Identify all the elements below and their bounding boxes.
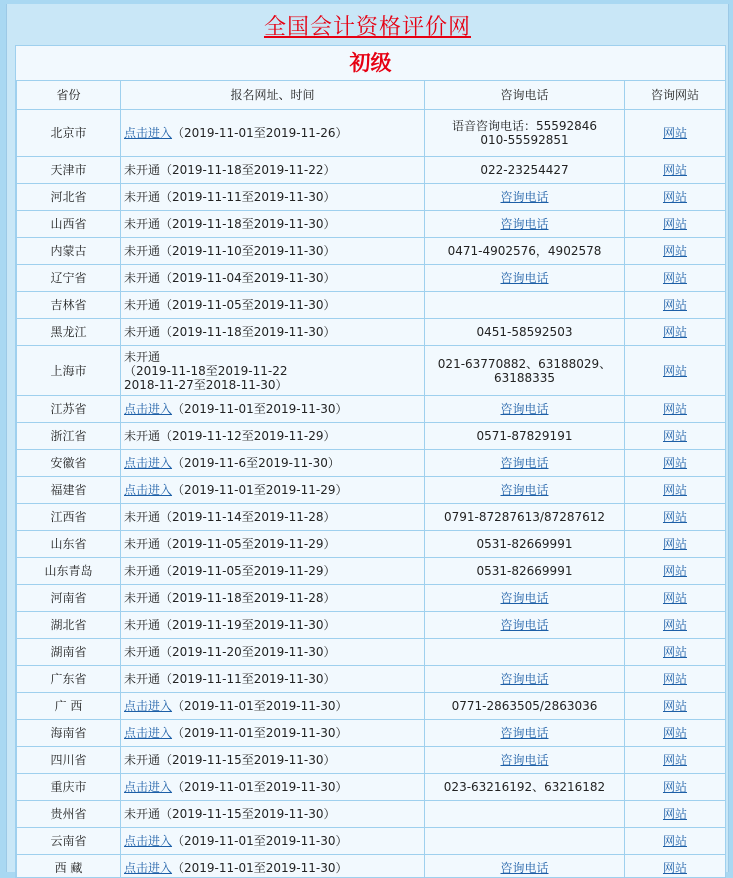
website-cell <box>625 747 726 774</box>
website-cell <box>625 319 726 346</box>
table-row <box>17 747 726 774</box>
registration-period: （2019-11-18至2019-11-30） <box>160 325 335 339</box>
phone-number: 0531-82669991 <box>477 564 573 578</box>
registration-cell <box>121 396 425 423</box>
register-status: 未开通 <box>124 217 160 231</box>
table-row <box>17 666 726 693</box>
website-link[interactable]: 网站 <box>663 364 687 378</box>
table-row <box>17 774 726 801</box>
registration-cell <box>121 292 425 319</box>
province-cell: 内蒙古 <box>17 238 121 265</box>
phone-link[interactable]: 咨询电话 <box>500 483 548 497</box>
website-link[interactable]: 网站 <box>663 325 687 339</box>
province-cell: 河北省 <box>17 184 121 211</box>
registration-cell <box>121 184 425 211</box>
schedule-panel <box>15 45 726 878</box>
phone-cell <box>425 693 625 720</box>
website-link[interactable]: 网站 <box>663 591 687 605</box>
registration-cell <box>121 346 425 396</box>
province-cell: 山东青岛 <box>17 558 121 585</box>
province-cell: 北京市 <box>17 110 121 157</box>
registration-period: （2019-11-01至2019-11-30） <box>172 402 347 416</box>
phone-number: 0771-2863505/2863036 <box>452 699 598 713</box>
registration-cell <box>121 639 425 666</box>
registration-cell <box>121 720 425 747</box>
registration-cell <box>121 319 425 346</box>
website-link[interactable]: 网站 <box>663 753 687 767</box>
website-link[interactable]: 网站 <box>663 244 687 258</box>
phone-cell <box>425 346 625 396</box>
phone-cell <box>425 531 625 558</box>
province-cell: 广东省 <box>17 666 121 693</box>
province-cell: 湖南省 <box>17 639 121 666</box>
phone-link[interactable]: 咨询电话 <box>500 861 548 875</box>
registration-cell <box>121 450 425 477</box>
website-cell <box>625 585 726 612</box>
table-row <box>17 855 726 878</box>
table-row <box>17 396 726 423</box>
website-cell <box>625 855 726 878</box>
province-cell: 福建省 <box>17 477 121 504</box>
registration-cell <box>121 693 425 720</box>
phone-number-extra: 010-55592851 <box>480 133 568 147</box>
province-cell: 西 藏 <box>17 855 121 878</box>
table-row <box>17 693 726 720</box>
website-link[interactable]: 网站 <box>663 217 687 231</box>
phone-cell <box>425 747 625 774</box>
province-cell: 辽宁省 <box>17 265 121 292</box>
registration-cell <box>121 774 425 801</box>
header-website: 咨询网站 <box>625 81 726 110</box>
registration-period: （2019-11-04至2019-11-30） <box>160 271 335 285</box>
phone-cell <box>425 720 625 747</box>
phone-cell <box>425 157 625 184</box>
register-link[interactable]: 点击进入 <box>124 483 172 497</box>
register-status: 未开通 <box>124 163 160 177</box>
phone-cell <box>425 396 625 423</box>
register-link[interactable]: 点击进入 <box>124 402 172 416</box>
register-status: 未开通 <box>124 298 160 312</box>
registration-period: （2019-11-19至2019-11-30） <box>160 618 335 632</box>
table-row <box>17 612 726 639</box>
register-status: 未开通 <box>124 618 160 632</box>
website-link[interactable]: 网站 <box>663 564 687 578</box>
website-cell <box>625 184 726 211</box>
table-row <box>17 110 726 157</box>
registration-cell <box>121 828 425 855</box>
phone-cell <box>425 855 625 878</box>
phone-link[interactable]: 咨询电话 <box>500 271 548 285</box>
table-row <box>17 801 726 828</box>
registration-cell <box>121 612 425 639</box>
register-status: 未开通 <box>124 645 160 659</box>
website-cell <box>625 477 726 504</box>
phone-cell <box>425 558 625 585</box>
header-registration: 报名网址、时间 <box>121 81 425 110</box>
phone-link[interactable]: 咨询电话 <box>500 726 548 740</box>
table-row <box>17 828 726 855</box>
website-cell <box>625 423 726 450</box>
page-frame <box>6 4 729 872</box>
register-status: 未开通 <box>124 672 160 686</box>
register-status: 未开通 <box>124 591 160 605</box>
website-link[interactable]: 网站 <box>663 298 687 312</box>
table-row <box>17 585 726 612</box>
website-link[interactable]: 网站 <box>663 861 687 875</box>
registration-cell <box>121 855 425 878</box>
phone-cell <box>425 477 625 504</box>
header-province: 省份 <box>17 81 121 110</box>
registration-cell <box>121 211 425 238</box>
website-cell <box>625 828 726 855</box>
registration-period: （2019-11-18至2019-11-28） <box>160 591 335 605</box>
province-cell: 上海市 <box>17 346 121 396</box>
table-row <box>17 531 726 558</box>
registration-period: （2019-11-01至2019-11-30） <box>172 861 347 875</box>
registration-period: （2019-11-01至2019-11-26） <box>172 126 347 140</box>
registration-cell <box>121 801 425 828</box>
register-status: 未开通 <box>124 271 160 285</box>
registration-period: （2019-11-10至2019-11-30） <box>160 244 335 258</box>
website-link[interactable]: 网站 <box>663 834 687 848</box>
phone-number: 022-23254427 <box>480 163 568 177</box>
website-link[interactable]: 网站 <box>663 483 687 497</box>
register-status: 未开通 <box>124 190 160 204</box>
table-row <box>17 319 726 346</box>
website-link[interactable]: 网站 <box>663 429 687 443</box>
website-cell <box>625 504 726 531</box>
province-cell: 山东省 <box>17 531 121 558</box>
register-link[interactable]: 点击进入 <box>124 699 172 713</box>
register-status: 未开通 <box>124 510 160 524</box>
register-link[interactable]: 点击进入 <box>124 126 172 140</box>
registration-period: （2019-11-01至2019-11-30） <box>172 834 347 848</box>
website-link[interactable]: 网站 <box>663 163 687 177</box>
registration-period: （2019-11-05至2019-11-30） <box>160 298 335 312</box>
website-cell <box>625 558 726 585</box>
phone-cell <box>425 585 625 612</box>
website-link[interactable]: 网站 <box>663 510 687 524</box>
registration-cell <box>121 423 425 450</box>
registration-period: （2019-11-18至2019-11-22） <box>160 163 335 177</box>
phone-number: 023-63216192、63216182 <box>444 780 605 794</box>
province-cell: 贵州省 <box>17 801 121 828</box>
registration-period: （2019-11-01至2019-11-30） <box>172 699 347 713</box>
registration-period: （2019-11-11至2019-11-30） <box>160 672 335 686</box>
table-header-row <box>17 81 726 110</box>
registration-period: （2019-11-18至2019-11-22 <box>124 364 287 378</box>
website-link[interactable]: 网站 <box>663 645 687 659</box>
table-row <box>17 238 726 265</box>
register-status: 未开通 <box>124 244 160 258</box>
website-link[interactable]: 网站 <box>663 126 687 140</box>
register-link[interactable]: 点击进入 <box>124 726 172 740</box>
registration-period: （2019-11-01至2019-11-30） <box>172 780 347 794</box>
phone-link[interactable]: 咨询电话 <box>500 190 548 204</box>
website-cell <box>625 157 726 184</box>
table-row <box>17 157 726 184</box>
register-status: 未开通 <box>124 564 160 578</box>
table-row <box>17 265 726 292</box>
registration-cell <box>121 477 425 504</box>
website-cell <box>625 450 726 477</box>
register-status: 未开通 <box>124 537 160 551</box>
website-cell <box>625 774 726 801</box>
register-link[interactable]: 点击进入 <box>124 456 172 470</box>
phone-cell <box>425 319 625 346</box>
website-link[interactable]: 网站 <box>663 537 687 551</box>
table-row <box>17 346 726 396</box>
registration-period-extra: 2018-11-27至2018-11-30） <box>124 378 287 392</box>
website-link[interactable]: 网站 <box>663 190 687 204</box>
website-cell <box>625 693 726 720</box>
registration-cell <box>121 110 425 157</box>
website-cell <box>625 612 726 639</box>
phone-link[interactable]: 咨询电话 <box>500 217 548 231</box>
phone-link[interactable]: 咨询电话 <box>500 402 548 416</box>
phone-cell <box>425 184 625 211</box>
phone-number: 0571-87829191 <box>477 429 573 443</box>
registration-cell <box>121 747 425 774</box>
phone-cell <box>425 774 625 801</box>
registration-period: （2019-11-11至2019-11-30） <box>160 190 335 204</box>
level-title: 初级 <box>16 46 725 80</box>
registration-period: （2019-11-6至2019-11-30） <box>172 456 340 470</box>
province-cell: 天津市 <box>17 157 121 184</box>
table-row <box>17 423 726 450</box>
phone-cell <box>425 801 625 828</box>
website-cell <box>625 639 726 666</box>
registration-cell <box>121 157 425 184</box>
website-cell <box>625 265 726 292</box>
registration-period: （2019-11-20至2019-11-30） <box>160 645 335 659</box>
header-phone: 咨询电话 <box>425 81 625 110</box>
province-cell: 湖北省 <box>17 612 121 639</box>
registration-cell <box>121 531 425 558</box>
province-cell: 吉林省 <box>17 292 121 319</box>
phone-cell <box>425 238 625 265</box>
website-link[interactable]: 网站 <box>663 699 687 713</box>
phone-number: 0471-4902576，4902578 <box>448 244 602 258</box>
website-cell <box>625 531 726 558</box>
phone-cell <box>425 211 625 238</box>
phone-cell <box>425 504 625 531</box>
phone-cell <box>425 612 625 639</box>
phone-link[interactable]: 咨询电话 <box>500 753 548 767</box>
registration-cell <box>121 238 425 265</box>
phone-link[interactable]: 咨询电话 <box>500 591 548 605</box>
table-row <box>17 292 726 319</box>
phone-cell <box>425 828 625 855</box>
website-cell <box>625 292 726 319</box>
registration-period: （2019-11-15至2019-11-30） <box>160 753 335 767</box>
register-status: 未开通 <box>124 807 160 821</box>
registration-cell <box>121 666 425 693</box>
registration-period: （2019-11-05至2019-11-29） <box>160 564 335 578</box>
register-link[interactable]: 点击进入 <box>124 861 172 875</box>
website-link[interactable]: 网站 <box>663 618 687 632</box>
phone-cell <box>425 666 625 693</box>
website-link[interactable]: 网站 <box>663 780 687 794</box>
registration-period: （2019-11-18至2019-11-30） <box>160 217 335 231</box>
website-link[interactable]: 网站 <box>663 456 687 470</box>
phone-link[interactable]: 咨询电话 <box>500 456 548 470</box>
phone-number-extra: 63188335 <box>494 371 555 385</box>
table-body <box>17 110 726 878</box>
register-status: 未开通 <box>124 325 160 339</box>
table-row <box>17 184 726 211</box>
table-row <box>17 450 726 477</box>
registration-period: （2019-11-01至2019-11-30） <box>172 726 347 740</box>
registration-table <box>16 80 726 878</box>
registration-cell <box>121 504 425 531</box>
registration-period: （2019-11-15至2019-11-30） <box>160 807 335 821</box>
registration-period: （2019-11-01至2019-11-29） <box>172 483 347 497</box>
registration-period: （2019-11-05至2019-11-29） <box>160 537 335 551</box>
province-cell: 江西省 <box>17 504 121 531</box>
register-status: 未开通 <box>124 429 160 443</box>
website-cell <box>625 666 726 693</box>
website-link[interactable]: 网站 <box>663 402 687 416</box>
website-cell <box>625 720 726 747</box>
phone-cell <box>425 423 625 450</box>
province-cell: 安徽省 <box>17 450 121 477</box>
province-cell: 重庆市 <box>17 774 121 801</box>
registration-cell <box>121 558 425 585</box>
website-cell <box>625 238 726 265</box>
registration-period: （2019-11-12至2019-11-29） <box>160 429 335 443</box>
register-status: 未开通 <box>124 753 160 767</box>
registration-period: （2019-11-14至2019-11-28） <box>160 510 335 524</box>
province-cell: 黑龙江 <box>17 319 121 346</box>
website-cell <box>625 110 726 157</box>
website-cell <box>625 211 726 238</box>
website-link[interactable]: 网站 <box>663 271 687 285</box>
register-link[interactable]: 点击进入 <box>124 780 172 794</box>
phone-cell <box>425 265 625 292</box>
phone-number: 0451-58592503 <box>477 325 573 339</box>
phone-cell <box>425 292 625 319</box>
phone-link[interactable]: 咨询电话 <box>500 672 548 686</box>
table-row <box>17 639 726 666</box>
province-cell: 云南省 <box>17 828 121 855</box>
province-cell: 山西省 <box>17 211 121 238</box>
phone-number: 0531-82669991 <box>477 537 573 551</box>
table-row <box>17 504 726 531</box>
province-cell: 海南省 <box>17 720 121 747</box>
registration-cell <box>121 265 425 292</box>
province-cell: 广 西 <box>17 693 121 720</box>
table-row <box>17 720 726 747</box>
phone-number: 语音咨询电话：55592846 <box>452 119 597 133</box>
province-cell: 四川省 <box>17 747 121 774</box>
website-cell <box>625 396 726 423</box>
registration-cell <box>121 585 425 612</box>
website-link[interactable]: 网站 <box>663 672 687 686</box>
website-cell <box>625 346 726 396</box>
phone-cell <box>425 110 625 157</box>
website-cell <box>625 801 726 828</box>
table-row <box>17 477 726 504</box>
province-cell: 河南省 <box>17 585 121 612</box>
website-link[interactable]: 网站 <box>663 807 687 821</box>
website-link[interactable]: 网站 <box>663 726 687 740</box>
phone-link[interactable]: 咨询电话 <box>500 618 548 632</box>
phone-number: 0791-87287613/87287612 <box>444 510 605 524</box>
register-link[interactable]: 点击进入 <box>124 834 172 848</box>
province-cell: 江苏省 <box>17 396 121 423</box>
phone-number: 021-63770882、63188029、 <box>438 357 611 371</box>
table-row <box>17 211 726 238</box>
phone-cell <box>425 450 625 477</box>
register-status: 未开通 <box>124 350 160 364</box>
table-row <box>17 558 726 585</box>
phone-cell <box>425 639 625 666</box>
site-title-link[interactable]: 全国会计资格评价网 <box>7 10 728 41</box>
province-cell: 浙江省 <box>17 423 121 450</box>
